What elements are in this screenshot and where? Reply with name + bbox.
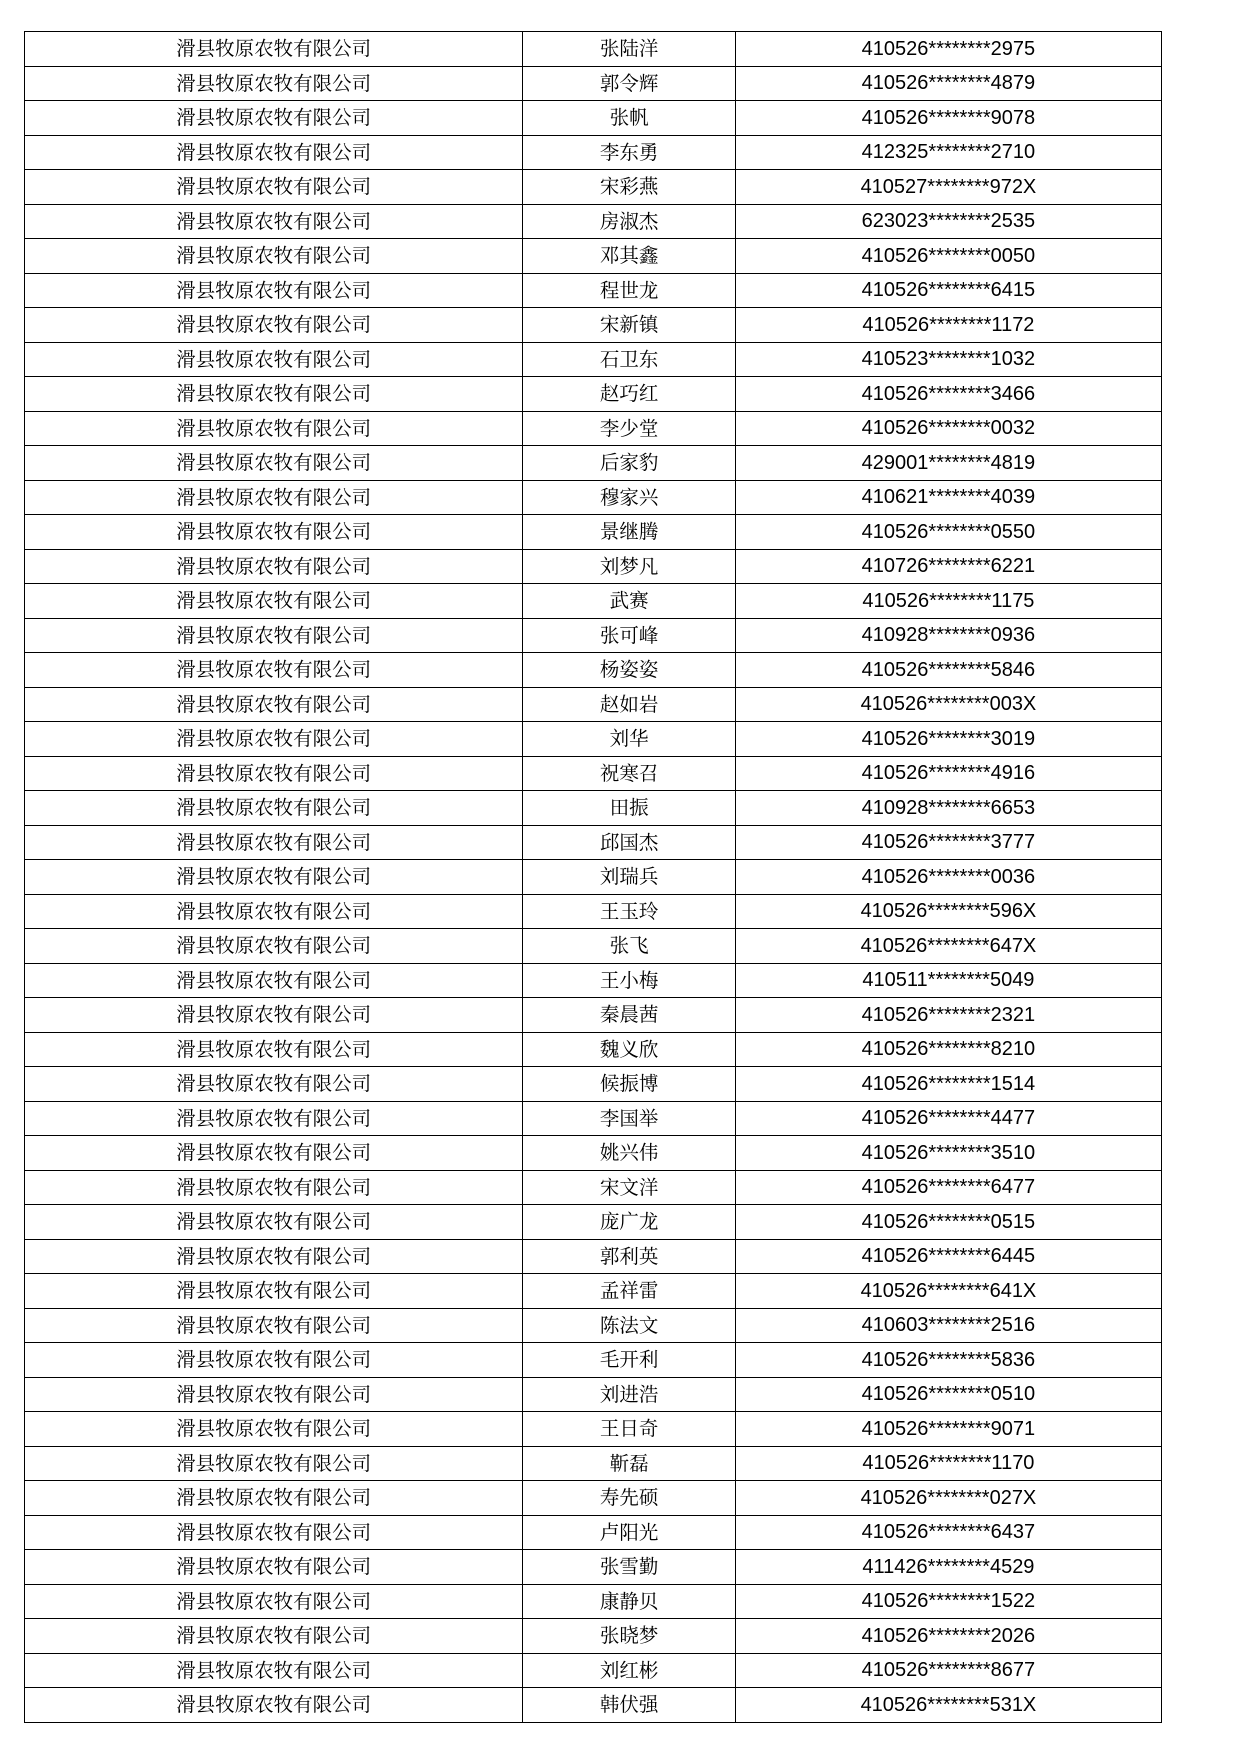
- id-number-cell: 410526********8210: [735, 1032, 1161, 1067]
- table-row: [25, 273, 1162, 308]
- table-row: [25, 480, 1162, 515]
- table-row: [25, 929, 1162, 964]
- company-cell: 滑县牧原农牧有限公司: [25, 66, 523, 101]
- id-number-cell: 410526********0050: [735, 239, 1161, 274]
- company-cell: 滑县牧原农牧有限公司: [25, 1343, 523, 1378]
- table-row: [25, 825, 1162, 860]
- company-cell: 滑县牧原农牧有限公司: [25, 1274, 523, 1309]
- company-cell: 滑县牧原农牧有限公司: [25, 135, 523, 170]
- id-number-cell: 410526********0550: [735, 515, 1161, 550]
- person-name-cell: 刘华: [523, 722, 736, 757]
- id-number-cell: 410526********5836: [735, 1343, 1161, 1378]
- company-cell: 滑县牧原农牧有限公司: [25, 756, 523, 791]
- id-number-cell: 410526********6477: [735, 1170, 1161, 1205]
- table-row: [25, 1688, 1162, 1723]
- table-row: [25, 411, 1162, 446]
- company-cell: 滑县牧原农牧有限公司: [25, 1412, 523, 1447]
- id-number-cell: 410526********647X: [735, 929, 1161, 964]
- person-name-cell: 寿先硕: [523, 1481, 736, 1516]
- table-row: [25, 170, 1162, 205]
- id-number-cell: 410526********8677: [735, 1653, 1161, 1688]
- table-row: [25, 101, 1162, 136]
- company-cell: 滑县牧原农牧有限公司: [25, 1308, 523, 1343]
- person-name-cell: 宋新镇: [523, 308, 736, 343]
- person-name-cell: 康静贝: [523, 1584, 736, 1619]
- table-row: [25, 791, 1162, 826]
- person-name-cell: 郭令辉: [523, 66, 736, 101]
- company-cell: 滑县牧原农牧有限公司: [25, 411, 523, 446]
- company-cell: 滑县牧原农牧有限公司: [25, 584, 523, 619]
- company-cell: 滑县牧原农牧有限公司: [25, 549, 523, 584]
- table-row: [25, 1274, 1162, 1309]
- person-name-cell: 孟祥雷: [523, 1274, 736, 1309]
- company-cell: 滑县牧原农牧有限公司: [25, 1446, 523, 1481]
- id-number-cell: 412325********2710: [735, 135, 1161, 170]
- person-name-cell: 赵如岩: [523, 687, 736, 722]
- company-cell: 滑县牧原农牧有限公司: [25, 1515, 523, 1550]
- company-cell: 滑县牧原农牧有限公司: [25, 273, 523, 308]
- person-name-cell: 程世龙: [523, 273, 736, 308]
- person-name-cell: 靳磊: [523, 1446, 736, 1481]
- company-cell: 滑县牧原农牧有限公司: [25, 515, 523, 550]
- person-name-cell: 卢阳光: [523, 1515, 736, 1550]
- table-row: [25, 1032, 1162, 1067]
- person-name-cell: 穆家兴: [523, 480, 736, 515]
- person-name-cell: 韩伏强: [523, 1688, 736, 1723]
- person-name-cell: 候振博: [523, 1067, 736, 1102]
- company-cell: 滑县牧原农牧有限公司: [25, 1377, 523, 1412]
- table-row: [25, 204, 1162, 239]
- person-name-cell: 秦晨茜: [523, 998, 736, 1033]
- person-name-cell: 宋彩燕: [523, 170, 736, 205]
- id-number-cell: 410526********1175: [735, 584, 1161, 619]
- person-name-cell: 陈法文: [523, 1308, 736, 1343]
- id-number-cell: 410526********3777: [735, 825, 1161, 860]
- company-cell: 滑县牧原农牧有限公司: [25, 1584, 523, 1619]
- person-name-cell: 景继腾: [523, 515, 736, 550]
- id-number-cell: 429001********4819: [735, 446, 1161, 481]
- company-cell: 滑县牧原农牧有限公司: [25, 1239, 523, 1274]
- company-cell: 滑县牧原农牧有限公司: [25, 377, 523, 412]
- company-cell: 滑县牧原农牧有限公司: [25, 446, 523, 481]
- person-name-cell: 姚兴伟: [523, 1136, 736, 1171]
- id-number-cell: 410526********6415: [735, 273, 1161, 308]
- person-name-cell: 刘梦凡: [523, 549, 736, 584]
- id-number-cell: 410527********972X: [735, 170, 1161, 205]
- id-number-cell: 410726********6221: [735, 549, 1161, 584]
- table-row: [25, 66, 1162, 101]
- person-name-cell: 李少堂: [523, 411, 736, 446]
- id-number-cell: 410526********027X: [735, 1481, 1161, 1516]
- id-number-cell: 410526********0032: [735, 411, 1161, 446]
- person-name-cell: 宋文洋: [523, 1170, 736, 1205]
- table-row: [25, 1619, 1162, 1654]
- company-cell: 滑县牧原农牧有限公司: [25, 101, 523, 136]
- id-number-cell: 410526********6437: [735, 1515, 1161, 1550]
- table-row: [25, 722, 1162, 757]
- id-number-cell: 410526********531X: [735, 1688, 1161, 1723]
- id-number-cell: 410526********2975: [735, 32, 1161, 67]
- id-number-cell: 410526********9071: [735, 1412, 1161, 1447]
- table-row: [25, 377, 1162, 412]
- person-name-cell: 张晓梦: [523, 1619, 736, 1654]
- company-cell: 滑县牧原农牧有限公司: [25, 687, 523, 722]
- table-row: [25, 515, 1162, 550]
- id-number-cell: 410526********4916: [735, 756, 1161, 791]
- company-cell: 滑县牧原农牧有限公司: [25, 1032, 523, 1067]
- person-name-cell: 邱国杰: [523, 825, 736, 860]
- company-cell: 滑县牧原农牧有限公司: [25, 963, 523, 998]
- person-name-cell: 赵巧红: [523, 377, 736, 412]
- table-row: [25, 1653, 1162, 1688]
- table-row: [25, 342, 1162, 377]
- id-number-cell: 410526********1514: [735, 1067, 1161, 1102]
- company-cell: 滑县牧原农牧有限公司: [25, 1688, 523, 1723]
- company-cell: 滑县牧原农牧有限公司: [25, 1653, 523, 1688]
- person-name-cell: 张可峰: [523, 618, 736, 653]
- person-name-cell: 张雪勤: [523, 1550, 736, 1585]
- table-row: [25, 1446, 1162, 1481]
- id-number-cell: 410526********5846: [735, 653, 1161, 688]
- table-row: [25, 308, 1162, 343]
- id-number-cell: 410526********3466: [735, 377, 1161, 412]
- table-row: [25, 618, 1162, 653]
- table-row: [25, 584, 1162, 619]
- company-cell: 滑县牧原农牧有限公司: [25, 998, 523, 1033]
- id-number-cell: 410526********641X: [735, 1274, 1161, 1309]
- table-row: [25, 1239, 1162, 1274]
- id-number-cell: 410526********0036: [735, 860, 1161, 895]
- table-row: [25, 1550, 1162, 1585]
- table-row: [25, 894, 1162, 929]
- id-number-cell: 410526********3019: [735, 722, 1161, 757]
- company-cell: 滑县牧原农牧有限公司: [25, 239, 523, 274]
- table-row: [25, 1205, 1162, 1240]
- person-name-cell: 李国举: [523, 1101, 736, 1136]
- id-number-cell: 410523********1032: [735, 342, 1161, 377]
- company-cell: 滑县牧原农牧有限公司: [25, 894, 523, 929]
- person-name-cell: 石卫东: [523, 342, 736, 377]
- company-cell: 滑县牧原农牧有限公司: [25, 1170, 523, 1205]
- table-row: [25, 1308, 1162, 1343]
- table-body: [25, 32, 1162, 1723]
- table-row: [25, 1481, 1162, 1516]
- company-cell: 滑县牧原农牧有限公司: [25, 204, 523, 239]
- person-name-cell: 张帆: [523, 101, 736, 136]
- person-name-cell: 刘进浩: [523, 1377, 736, 1412]
- id-number-cell: 410526********6445: [735, 1239, 1161, 1274]
- id-number-cell: 410526********2026: [735, 1619, 1161, 1654]
- person-name-cell: 房淑杰: [523, 204, 736, 239]
- company-cell: 滑县牧原农牧有限公司: [25, 1619, 523, 1654]
- person-name-cell: 祝寒召: [523, 756, 736, 791]
- person-name-cell: 李东勇: [523, 135, 736, 170]
- person-name-cell: 张飞: [523, 929, 736, 964]
- company-cell: 滑县牧原农牧有限公司: [25, 653, 523, 688]
- table-row: [25, 1412, 1162, 1447]
- table-row: [25, 135, 1162, 170]
- id-number-cell: 410526********4477: [735, 1101, 1161, 1136]
- person-name-cell: 邓其鑫: [523, 239, 736, 274]
- table-row: [25, 860, 1162, 895]
- person-name-cell: 王小梅: [523, 963, 736, 998]
- company-cell: 滑县牧原农牧有限公司: [25, 1550, 523, 1585]
- table-row: [25, 1067, 1162, 1102]
- company-cell: 滑县牧原农牧有限公司: [25, 480, 523, 515]
- company-cell: 滑县牧原农牧有限公司: [25, 308, 523, 343]
- person-name-cell: 庞广龙: [523, 1205, 736, 1240]
- company-cell: 滑县牧原农牧有限公司: [25, 1067, 523, 1102]
- table-row: [25, 446, 1162, 481]
- company-cell: 滑县牧原农牧有限公司: [25, 342, 523, 377]
- table-row: [25, 998, 1162, 1033]
- table-row: [25, 653, 1162, 688]
- id-number-cell: 410511********5049: [735, 963, 1161, 998]
- id-number-cell: 410603********2516: [735, 1308, 1161, 1343]
- table-row: [25, 1584, 1162, 1619]
- id-number-cell: 410928********0936: [735, 618, 1161, 653]
- id-number-cell: 410526********0515: [735, 1205, 1161, 1240]
- table-row: [25, 549, 1162, 584]
- person-name-cell: 毛开利: [523, 1343, 736, 1378]
- company-cell: 滑县牧原农牧有限公司: [25, 791, 523, 826]
- id-number-cell: 410526********4879: [735, 66, 1161, 101]
- id-number-cell: 410526********9078: [735, 101, 1161, 136]
- id-number-cell: 410526********1522: [735, 1584, 1161, 1619]
- id-number-cell: 410526********596X: [735, 894, 1161, 929]
- table-row: [25, 963, 1162, 998]
- table-row: [25, 1101, 1162, 1136]
- person-name-cell: 王玉玲: [523, 894, 736, 929]
- company-cell: 滑县牧原农牧有限公司: [25, 32, 523, 67]
- person-name-cell: 武赛: [523, 584, 736, 619]
- company-cell: 滑县牧原农牧有限公司: [25, 722, 523, 757]
- id-number-cell: 410621********4039: [735, 480, 1161, 515]
- id-number-cell: 410526********0510: [735, 1377, 1161, 1412]
- person-name-cell: 后家豹: [523, 446, 736, 481]
- company-cell: 滑县牧原农牧有限公司: [25, 1481, 523, 1516]
- company-cell: 滑县牧原农牧有限公司: [25, 929, 523, 964]
- person-name-cell: 王日奇: [523, 1412, 736, 1447]
- id-number-cell: 623023********2535: [735, 204, 1161, 239]
- company-cell: 滑县牧原农牧有限公司: [25, 1205, 523, 1240]
- table-row: [25, 687, 1162, 722]
- company-cell: 滑县牧原农牧有限公司: [25, 860, 523, 895]
- company-cell: 滑县牧原农牧有限公司: [25, 1101, 523, 1136]
- id-number-cell: 410928********6653: [735, 791, 1161, 826]
- id-number-cell: 410526********003X: [735, 687, 1161, 722]
- table-row: [25, 1136, 1162, 1171]
- id-number-cell: 410526********1172: [735, 308, 1161, 343]
- id-number-cell: 411426********4529: [735, 1550, 1161, 1585]
- company-cell: 滑县牧原农牧有限公司: [25, 618, 523, 653]
- company-cell: 滑县牧原农牧有限公司: [25, 1136, 523, 1171]
- company-cell: 滑县牧原农牧有限公司: [25, 170, 523, 205]
- employee-table: [24, 31, 1162, 1723]
- id-number-cell: 410526********1170: [735, 1446, 1161, 1481]
- person-name-cell: 杨姿姿: [523, 653, 736, 688]
- table-row: [25, 1343, 1162, 1378]
- table-row: [25, 1515, 1162, 1550]
- person-name-cell: 张陆洋: [523, 32, 736, 67]
- person-name-cell: 刘红彬: [523, 1653, 736, 1688]
- person-name-cell: 魏义欣: [523, 1032, 736, 1067]
- table-row: [25, 756, 1162, 791]
- person-name-cell: 田振: [523, 791, 736, 826]
- table-row: [25, 32, 1162, 67]
- id-number-cell: 410526********2321: [735, 998, 1161, 1033]
- table-row: [25, 239, 1162, 274]
- id-number-cell: 410526********3510: [735, 1136, 1161, 1171]
- table-row: [25, 1170, 1162, 1205]
- person-name-cell: 刘瑞兵: [523, 860, 736, 895]
- person-name-cell: 郭利英: [523, 1239, 736, 1274]
- table-row: [25, 1377, 1162, 1412]
- company-cell: 滑县牧原农牧有限公司: [25, 825, 523, 860]
